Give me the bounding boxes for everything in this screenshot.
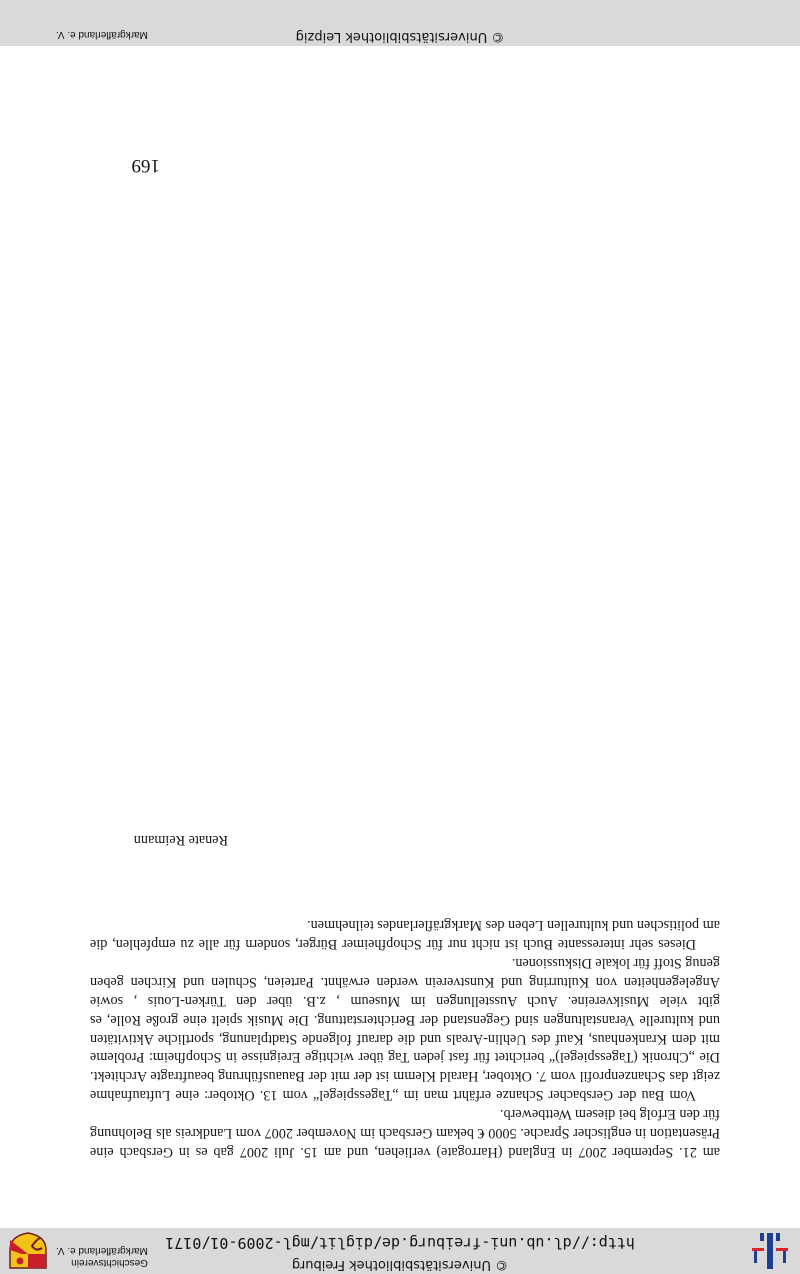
book-review-text — [90, 915, 720, 1161]
library-copyright: © Universitätsbibliothek Freiburg — [291, 1257, 509, 1272]
page-number: 169 — [131, 155, 160, 176]
source-url[interactable]: http://dl.ub.uni-freiburg.de/diglit/mgl-2009-01/0171 — [165, 1234, 635, 1252]
review-paragraph: Dieses sehr interessante Buch ist nicht nur für Schopfheimer Bürger, sondern für alle zu empfehlen, die am politischen und kulturellen Leben des Markgräflerlandes teilnehmen. — [90, 917, 720, 953]
society-name — [56, 1244, 148, 1268]
review-paragraph: Vom Bau der Gersbacher Schanze erfährt man im „Tagesspiegel“ vom 13. Oktober: eine Luftaufnahme zeigt das Schanzenprofil vom 7. Oktober, Harald Klemm ist der mit der Bauausführung beauftragte Architekt. Die „Chronik (Tagesspiegel)“ berichtet für fast jeden Tag über wichtige Ereignisse in Schopfheim: Probleme mit dem Krankenhaus, Kauf des Uehlin-Areals und die darauf folgende Stadtplanung, sportliche Aktivitäten und kulturelle Veranstaltungen sind Gegenstand der Berichterstattung. Die Musik spielt eine große Rolle, es gibt viele Musikvereine. Auch Ausstellungen im Museum , z.B. über den Türken-Louis , sowie Angelegenheiten von Kulturring und Kunstverein werden erwähnt. Parteien, Schulen und Kirchen geben genug Stoff für lokale Diskussionen. — [90, 954, 720, 1104]
coat-of-arms-icon — [8, 1232, 48, 1270]
society-name-line1: Geschichtsverein — [71, 1257, 148, 1268]
society-name-line2: Markgräflerland e. V. — [56, 1245, 148, 1256]
digitization-footer — [0, 0, 800, 46]
footer-society-name: Markgräflerland e. V. — [56, 29, 148, 40]
review-paragraph: am 21. September 2007 in England (Harrogate) verliehen, und am 15. Juli 2007 gab es in Gersbach eine Präsentation in englischer Sprache. 5000 € bekam Gersbach im November 2007 vom Landkreis als Belohnung für den Erfolg bei diesem Wettbewerb. — [90, 1106, 720, 1160]
review-author: Renate Reimann — [133, 832, 228, 848]
digitization-header — [0, 1228, 800, 1274]
footer-copyright: © Universitätsbibliothek Leipzig — [295, 29, 505, 44]
